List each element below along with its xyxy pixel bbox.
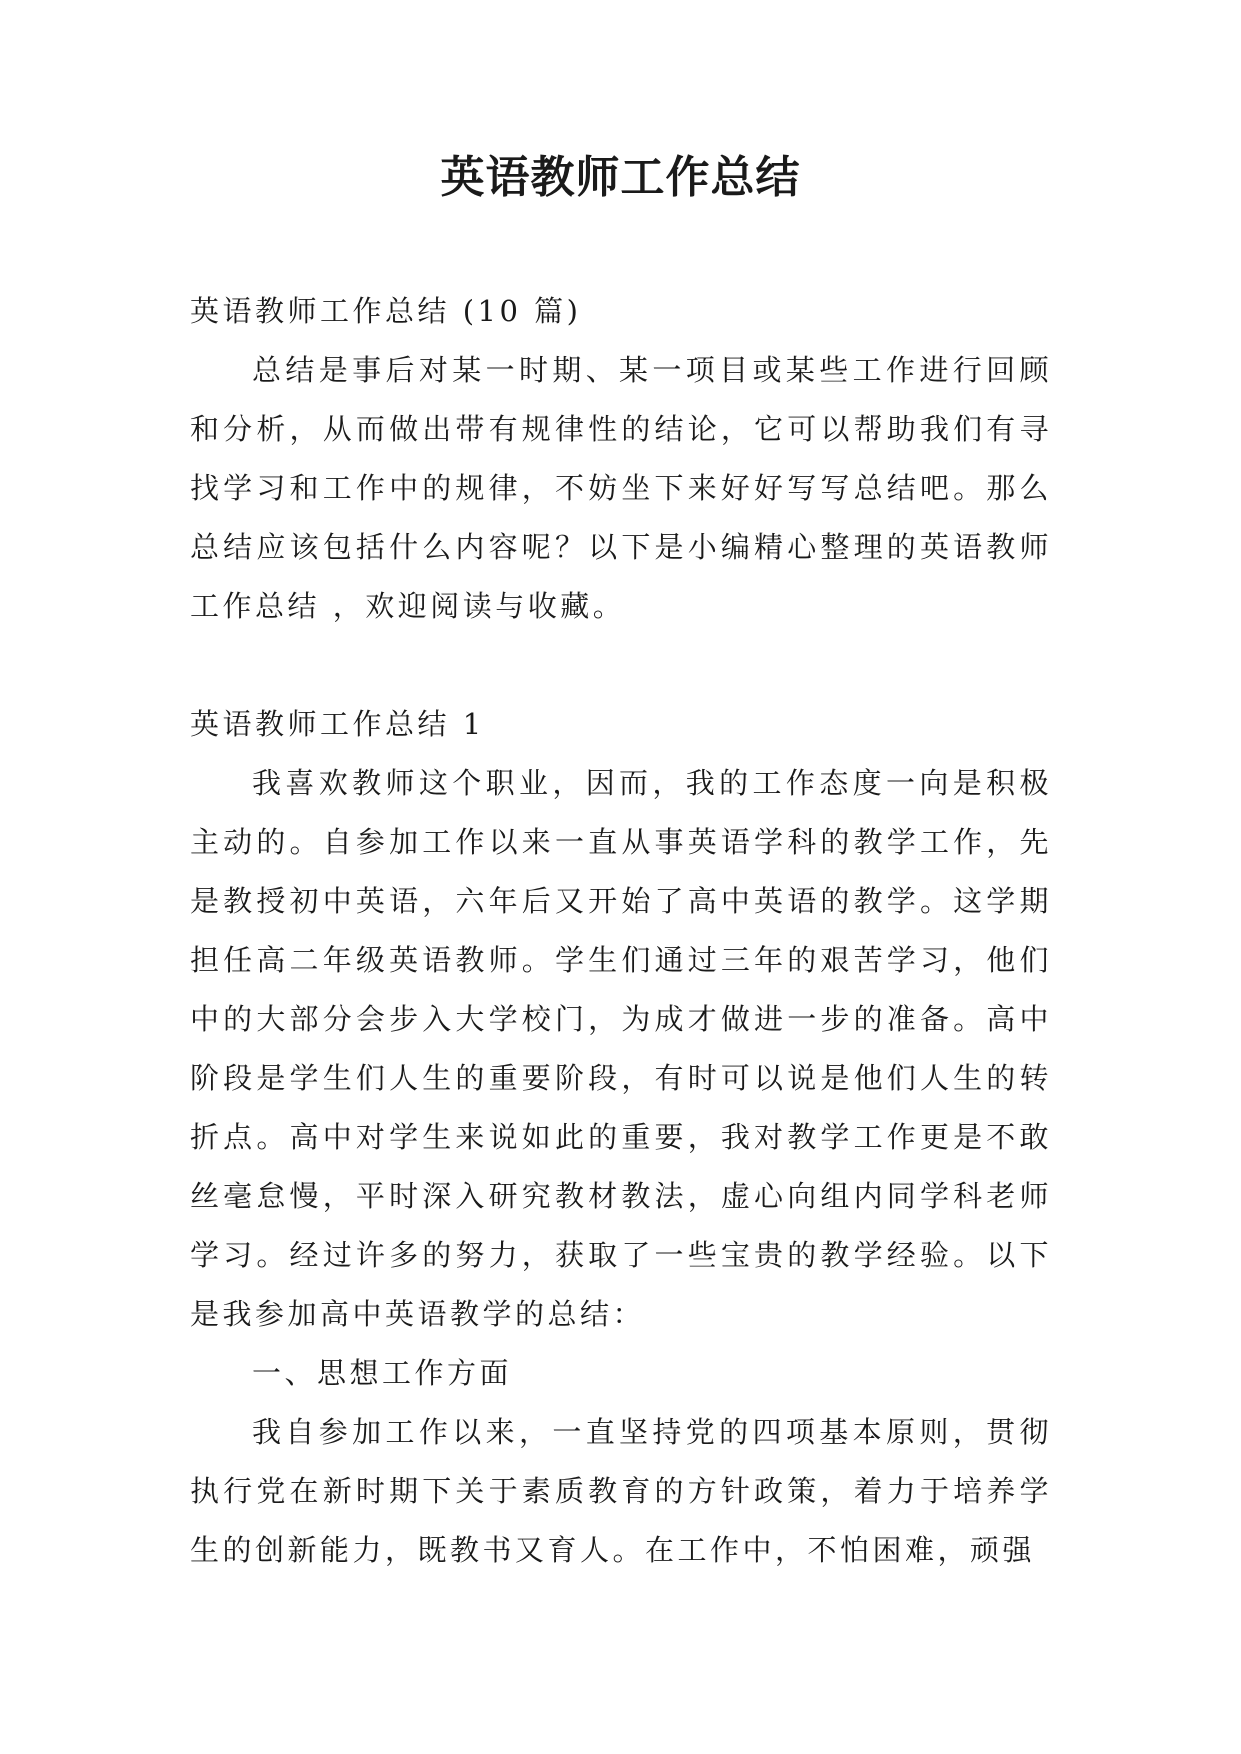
document-title: 英语教师工作总结 [440,152,801,203]
body-paragraph: 我喜欢教师这个职业，因而，我的工作态度一向是积极主动的。自参加工作以来一直从事英语学科的教学工作，先是教授初中英语，六年后又开始了高中英语的教学。这学期担任高二年级英语教师。学生们通过三年的艰苦学习，他们中的大部分会步入大学校门，为成才做进一步的准备。高中阶段是学生们人生的重要阶段，有时可以说是他们人生的转折点。高中对学生来说如此的重要，我对教学工作更是不敢丝毫怠慢，平时深入研究教材教法，虚心向组内同学科老师学习。经过许多的努力，获取了一些宝贵的教学经验。以下是我参加高中英语教学的总结： [190,766,1052,1331]
section-heading: 英语教师工作总结 1 [190,707,485,741]
document-subtitle: 英语教师工作总结 (10 篇) [190,294,582,328]
intro-paragraph: 总结是事后对某一时期、某一项目或某些工作进行回顾和分析，从而做出带有规律性的结论，它可以帮助我们有寻找学习和工作中的规律，不妨坐下来好好写写总结吧。那么总结应该包括什么内容呢？以下是小编精心整理的英语教师工作总结 ，欢迎阅读与收藏。 [190,353,1052,623]
section-spacer [190,636,1052,695]
body-paragraph: 我自参加工作以来，一直坚持党的四项基本原则，贯彻执行党在新时期下关于素质教育的方针政策，着力于培养学生的创新能力，既教书又育人。在工作中，不怕困难，顽强 [190,1415,1052,1567]
document-body [190,282,1052,1580]
subsection-heading: 一、思想工作方面 [252,1356,513,1390]
